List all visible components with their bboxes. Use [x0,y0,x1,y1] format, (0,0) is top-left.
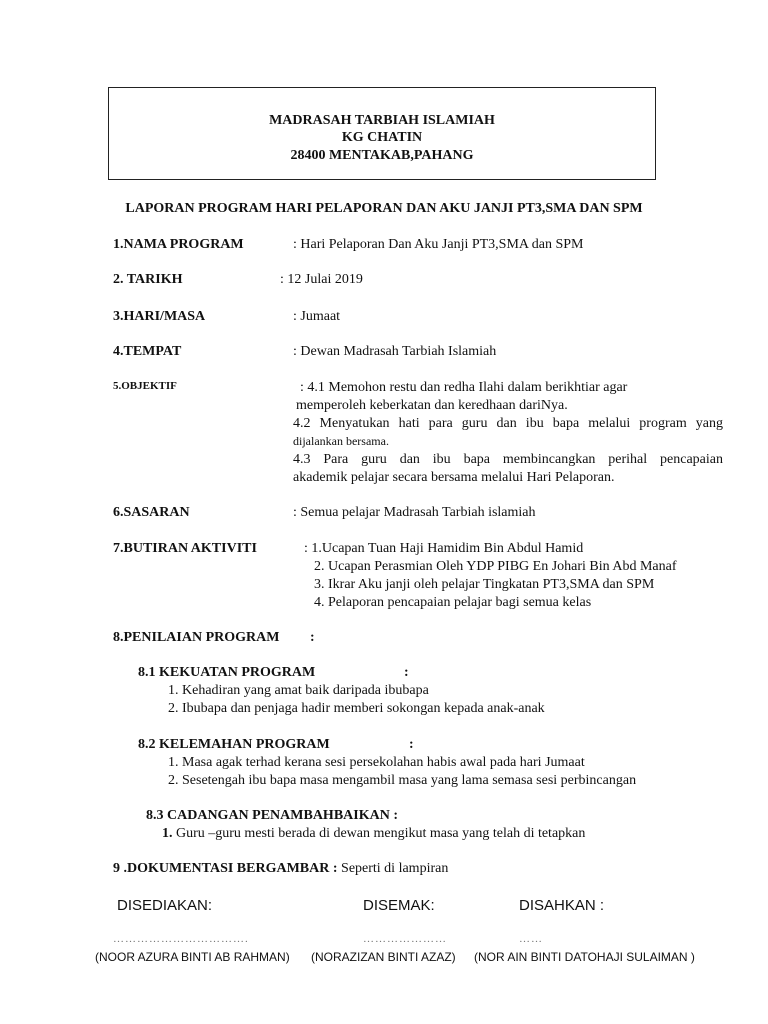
report-title: LAPORAN PROGRAM HARI PELAPORAN DAN AKU JANJI PT3,SMA DAN SPM [125,201,643,216]
cadangan-item [162,826,585,842]
kelemahan-heading: 8.2 KELEMAHAN PROGRAM [138,737,330,752]
disemak-signature-line: ………………… [363,933,447,945]
kelemahan-item: 2. Sesetengah ibu bapa masa mengambil masa yang lama semasa sesi perbincangan [168,773,637,788]
school-name: MADRASAH TARBIAH ISLAMIAH [269,113,495,128]
disemak-label: DISEMAK: [363,897,435,914]
disediakan-label: DISEDIAKAN: [117,897,213,914]
objektif-line: 4.2 Menyatukan hati para guru dan ibu bapa melalui program yang [293,416,723,431]
objektif-label: 5.OBJEKTIF [113,380,177,392]
sasaran-label: 6.SASARAN [113,505,190,520]
kekuatan-heading: 8.1 KEKUATAN PROGRAM [138,665,316,680]
objektif-line: : 4.1 Memohon restu dan redha Ilahi dalam berikhtiar agar [300,380,628,395]
aktiviti-item: 2. Ucapan Perasmian Oleh YDP PIBG En Johari Bin Abd Manaf [314,559,677,574]
objektif-line: 4.3 Para guru dan ibu bapa membincangkan perihal pencapaian [293,452,723,467]
tempat-value: : Dewan Madrasah Tarbiah Islamiah [293,344,497,359]
aktiviti-item: : 1.Ucapan Tuan Haji Hamidim Bin Abdul Hamid [304,541,584,556]
nama-program-label: 1.NAMA PROGRAM [113,237,244,252]
school-address: 28400 MENTAKAB,PAHANG [290,148,474,163]
school-village: KG CHATIN [341,130,423,145]
aktiviti-item: 4. Pelaporan pencapaian pelajar bagi semua kelas [314,595,592,610]
cadangan-item-number: 1. [162,826,173,841]
kekuatan-item: 1. Kehadiran yang amat baik daripada ibubapa [168,683,429,698]
school-header-box [108,87,656,180]
hari-masa-label: 3.HARI/MASA [113,309,206,324]
aktiviti-item: 3. Ikrar Aku janji oleh pelajar Tingkatan PT3,SMA dan SPM [314,577,655,592]
disemak-name: (NORAZIZAN BINTI AZAZ) [311,950,456,964]
butiran-aktiviti-label: 7.BUTIRAN AKTIVITI [113,541,257,556]
objektif-line: dijalankan bersama. [293,434,389,448]
kelemahan-item: 1. Masa agak terhad kerana sesi persekolahan habis awal pada hari Jumaat [168,755,585,770]
disahkan-name: (NOR AIN BINTI DATOHAJI SULAIMAN ) [474,950,695,964]
nama-program-value: : Hari Pelaporan Dan Aku Janji PT3,SMA dan SPM [293,237,584,252]
kekuatan-colon: : [404,665,409,680]
cadangan-heading: 8.3 CADANGAN PENAMBAHBAIKAN : [146,808,398,823]
sasaran-value: : Semua pelajar Madrasah Tarbiah islamiah [293,505,536,520]
kekuatan-item: 2. Ibubapa dan penjaga hadir memberi sokongan kepada anak-anak [168,701,545,716]
tarikh-value: : 12 Julai 2019 [280,272,363,287]
tarikh-label: 2. TARIKH [113,272,183,287]
tempat-label: 4.TEMPAT [113,344,182,359]
dokumentasi-label: 9 .DOKUMENTASI BERGAMBAR : [113,861,338,876]
penilaian-colon: : [310,630,315,645]
dokumentasi-value: Seperti di lampiran [337,861,449,876]
kelemahan-colon: : [409,737,414,752]
penilaian-heading: 8.PENILAIAN PROGRAM [113,630,280,645]
hari-masa-value: : Jumaat [293,309,341,324]
disediakan-signature-line: ……………………………. [113,933,249,945]
objektif-line: akademik pelajar secara bersama melalui Hari Pelaporan. [293,470,615,485]
cadangan-item-text: Guru –guru mesti berada di dewan mengikut masa yang telah di tetapkan [172,826,586,841]
disahkan-signature-line: …… [519,933,543,945]
disediakan-name: (NOOR AZURA BINTI AB RAHMAN) [95,950,290,964]
objektif-line: memperoleh keberkatan dan keredhaan dariNya. [296,398,568,413]
disahkan-label: DISAHKAN : [519,897,605,914]
dokumentasi-row [113,861,448,877]
